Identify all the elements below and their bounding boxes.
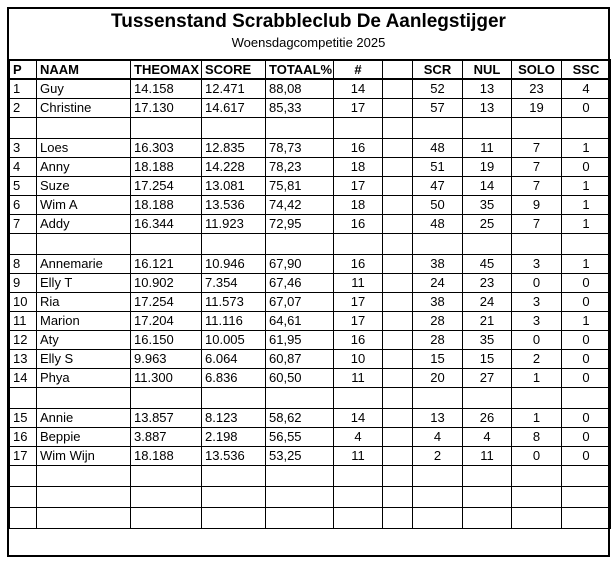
cell-theomax[interactable]: 16.121 xyxy=(131,254,202,273)
empty-cell[interactable] xyxy=(383,387,413,408)
empty-cell[interactable] xyxy=(463,486,512,507)
empty-cell[interactable] xyxy=(266,507,334,528)
header-count[interactable]: # xyxy=(334,60,383,79)
cell-naam[interactable]: Wim Wijn xyxy=(37,446,131,465)
cell-totaal[interactable]: 67,07 xyxy=(266,292,334,311)
cell-nul[interactable]: 26 xyxy=(463,408,512,427)
cell-nul[interactable]: 13 xyxy=(463,79,512,98)
empty-cell[interactable] xyxy=(131,117,202,138)
cell-ssc[interactable]: 1 xyxy=(562,195,611,214)
empty-cell[interactable] xyxy=(463,507,512,528)
table-row xyxy=(10,195,611,214)
table-spacer-row xyxy=(10,387,611,408)
cell-theomax[interactable]: 11.300 xyxy=(131,368,202,387)
empty-cell[interactable] xyxy=(383,157,413,176)
cell-naam[interactable]: Annie xyxy=(37,408,131,427)
cell-scr[interactable]: 13 xyxy=(413,408,463,427)
empty-cell[interactable] xyxy=(383,446,413,465)
cell-nul[interactable]: 35 xyxy=(463,330,512,349)
cell-p[interactable]: 4 xyxy=(10,157,37,176)
cell-p[interactable]: 6 xyxy=(10,195,37,214)
cell-theomax[interactable]: 9.963 xyxy=(131,349,202,368)
cell-totaal[interactable]: 78,23 xyxy=(266,157,334,176)
cell-totaal[interactable]: 72,95 xyxy=(266,214,334,233)
empty-cell[interactable] xyxy=(202,507,266,528)
cell-solo[interactable]: 0 xyxy=(512,446,562,465)
empty-cell[interactable] xyxy=(383,254,413,273)
table-row xyxy=(10,292,611,311)
header-theomax[interactable]: THEOMAX xyxy=(131,60,202,79)
empty-cell[interactable] xyxy=(334,117,383,138)
cell-p[interactable]: 3 xyxy=(10,138,37,157)
cell-solo[interactable]: 9 xyxy=(512,195,562,214)
empty-cell[interactable] xyxy=(37,387,131,408)
cell-scr[interactable]: 48 xyxy=(413,138,463,157)
cell-scr[interactable]: 24 xyxy=(413,273,463,292)
empty-cell[interactable] xyxy=(383,408,413,427)
cell-score[interactable]: 11.116 xyxy=(202,311,266,330)
cell-p[interactable]: 16 xyxy=(10,427,37,446)
cell-ssc[interactable]: 0 xyxy=(562,98,611,117)
empty-cell[interactable] xyxy=(10,233,37,254)
cell-p[interactable]: 9 xyxy=(10,273,37,292)
cell-totaal[interactable]: 58,62 xyxy=(266,408,334,427)
cell-totaal[interactable]: 75,81 xyxy=(266,176,334,195)
cell-ssc[interactable]: 0 xyxy=(562,446,611,465)
empty-cell[interactable] xyxy=(562,486,611,507)
table-row xyxy=(10,349,611,368)
empty-cell[interactable] xyxy=(266,387,334,408)
table-spacer-row xyxy=(10,486,611,507)
cell-solo[interactable]: 7 xyxy=(512,214,562,233)
cell-totaal[interactable]: 56,55 xyxy=(266,427,334,446)
empty-cell[interactable] xyxy=(383,292,413,311)
cell-scr[interactable]: 28 xyxy=(413,311,463,330)
table-row xyxy=(10,330,611,349)
cell-ssc[interactable]: 0 xyxy=(562,292,611,311)
empty-cell[interactable] xyxy=(383,330,413,349)
cell-scr[interactable]: 4 xyxy=(413,427,463,446)
cell-scr[interactable]: 57 xyxy=(413,98,463,117)
empty-cell[interactable] xyxy=(334,233,383,254)
cell-naam[interactable]: Addy xyxy=(37,214,131,233)
empty-cell[interactable] xyxy=(37,117,131,138)
cell-naam[interactable]: Anny xyxy=(37,157,131,176)
cell-solo[interactable]: 7 xyxy=(512,157,562,176)
empty-cell[interactable] xyxy=(383,79,413,98)
cell-p[interactable]: 13 xyxy=(10,349,37,368)
cell-score[interactable]: 14.617 xyxy=(202,98,266,117)
cell-theomax[interactable]: 18.188 xyxy=(131,195,202,214)
empty-cell[interactable] xyxy=(383,117,413,138)
cell-count[interactable]: 11 xyxy=(334,446,383,465)
empty-cell[interactable] xyxy=(383,311,413,330)
cell-score[interactable]: 13.536 xyxy=(202,446,266,465)
empty-cell[interactable] xyxy=(413,465,463,486)
empty-cell[interactable] xyxy=(383,349,413,368)
table-row xyxy=(10,79,611,98)
cell-totaal[interactable]: 64,61 xyxy=(266,311,334,330)
cell-ssc[interactable]: 4 xyxy=(562,79,611,98)
cell-solo[interactable]: 0 xyxy=(512,330,562,349)
cell-theomax[interactable]: 18.188 xyxy=(131,157,202,176)
cell-naam[interactable]: Christine xyxy=(37,98,131,117)
cell-score[interactable]: 8.123 xyxy=(202,408,266,427)
cell-solo[interactable]: 0 xyxy=(512,273,562,292)
cell-scr[interactable]: 47 xyxy=(413,176,463,195)
empty-cell[interactable] xyxy=(37,507,131,528)
cell-totaal[interactable]: 74,42 xyxy=(266,195,334,214)
cell-count[interactable]: 17 xyxy=(334,311,383,330)
cell-ssc[interactable]: 1 xyxy=(562,214,611,233)
empty-cell[interactable] xyxy=(131,465,202,486)
cell-score[interactable]: 11.573 xyxy=(202,292,266,311)
empty-cell[interactable] xyxy=(512,465,562,486)
cell-solo[interactable]: 7 xyxy=(512,176,562,195)
cell-naam[interactable]: Suze xyxy=(37,176,131,195)
empty-cell[interactable] xyxy=(334,507,383,528)
cell-ssc[interactable]: 0 xyxy=(562,273,611,292)
cell-ssc[interactable]: 1 xyxy=(562,311,611,330)
cell-theomax[interactable]: 17.254 xyxy=(131,292,202,311)
cell-theomax[interactable]: 3.887 xyxy=(131,427,202,446)
cell-naam[interactable]: Annemarie xyxy=(37,254,131,273)
cell-nul[interactable]: 24 xyxy=(463,292,512,311)
cell-score[interactable]: 10.005 xyxy=(202,330,266,349)
empty-cell[interactable] xyxy=(383,98,413,117)
cell-naam[interactable]: Marion xyxy=(37,311,131,330)
cell-score[interactable]: 14.228 xyxy=(202,157,266,176)
cell-score[interactable]: 2.198 xyxy=(202,427,266,446)
empty-cell[interactable] xyxy=(266,465,334,486)
empty-cell[interactable] xyxy=(413,233,463,254)
cell-nul[interactable]: 25 xyxy=(463,214,512,233)
table-row xyxy=(10,214,611,233)
empty-cell[interactable] xyxy=(383,195,413,214)
empty-cell[interactable] xyxy=(463,117,512,138)
empty-cell[interactable] xyxy=(383,368,413,387)
empty-cell[interactable] xyxy=(202,117,266,138)
cell-solo[interactable]: 1 xyxy=(512,408,562,427)
empty-cell[interactable] xyxy=(37,465,131,486)
empty-cell[interactable] xyxy=(202,486,266,507)
empty-cell[interactable] xyxy=(413,486,463,507)
empty-cell[interactable] xyxy=(383,273,413,292)
empty-cell[interactable] xyxy=(383,176,413,195)
cell-scr[interactable]: 51 xyxy=(413,157,463,176)
empty-cell[interactable] xyxy=(10,486,37,507)
empty-cell[interactable] xyxy=(512,507,562,528)
header-totaal[interactable]: TOTAAL% xyxy=(266,60,334,79)
cell-p[interactable]: 17 xyxy=(10,446,37,465)
cell-p[interactable]: 15 xyxy=(10,408,37,427)
empty-cell[interactable] xyxy=(266,233,334,254)
cell-nul[interactable]: 13 xyxy=(463,98,512,117)
cell-nul[interactable]: 19 xyxy=(463,157,512,176)
table-row xyxy=(10,138,611,157)
table-row xyxy=(10,157,611,176)
empty-cell[interactable] xyxy=(131,486,202,507)
empty-cell[interactable] xyxy=(334,387,383,408)
empty-cell[interactable] xyxy=(383,507,413,528)
cell-solo[interactable]: 2 xyxy=(512,349,562,368)
cell-score[interactable]: 11.923 xyxy=(202,214,266,233)
cell-scr[interactable]: 15 xyxy=(413,349,463,368)
empty-cell[interactable] xyxy=(512,117,562,138)
cell-theomax[interactable]: 16.303 xyxy=(131,138,202,157)
cell-solo[interactable]: 19 xyxy=(512,98,562,117)
cell-score[interactable]: 7.354 xyxy=(202,273,266,292)
cell-nul[interactable]: 23 xyxy=(463,273,512,292)
empty-cell[interactable] xyxy=(383,427,413,446)
empty-cell[interactable] xyxy=(131,233,202,254)
table-spacer-row xyxy=(10,117,611,138)
cell-p[interactable]: 8 xyxy=(10,254,37,273)
cell-nul[interactable]: 15 xyxy=(463,349,512,368)
cell-solo[interactable]: 3 xyxy=(512,292,562,311)
cell-totaal[interactable]: 85,33 xyxy=(266,98,334,117)
cell-scr[interactable]: 38 xyxy=(413,254,463,273)
cell-naam[interactable]: Elly T xyxy=(37,273,131,292)
empty-cell[interactable] xyxy=(131,507,202,528)
cell-ssc[interactable]: 1 xyxy=(562,254,611,273)
cell-count[interactable]: 18 xyxy=(334,195,383,214)
cell-count[interactable]: 18 xyxy=(334,157,383,176)
cell-scr[interactable]: 38 xyxy=(413,292,463,311)
header-blank[interactable] xyxy=(383,60,413,79)
table-row xyxy=(10,427,611,446)
cell-score[interactable]: 12.471 xyxy=(202,79,266,98)
cell-totaal[interactable]: 60,50 xyxy=(266,368,334,387)
empty-cell[interactable] xyxy=(383,138,413,157)
cell-p[interactable]: 11 xyxy=(10,311,37,330)
empty-cell[interactable] xyxy=(10,465,37,486)
empty-cell[interactable] xyxy=(202,387,266,408)
cell-naam[interactable]: Elly S xyxy=(37,349,131,368)
sheet-subtitle: Woensdagcompetitie 2025 xyxy=(231,35,386,50)
cell-p[interactable]: 12 xyxy=(10,330,37,349)
cell-count[interactable]: 17 xyxy=(334,176,383,195)
cell-nul[interactable]: 11 xyxy=(463,446,512,465)
cell-ssc[interactable]: 0 xyxy=(562,330,611,349)
empty-cell[interactable] xyxy=(562,117,611,138)
cell-ssc[interactable]: 1 xyxy=(562,138,611,157)
cell-totaal[interactable]: 60,87 xyxy=(266,349,334,368)
spreadsheet xyxy=(7,7,610,557)
cell-count[interactable]: 17 xyxy=(334,98,383,117)
empty-cell[interactable] xyxy=(413,387,463,408)
empty-cell[interactable] xyxy=(10,387,37,408)
cell-scr[interactable]: 48 xyxy=(413,214,463,233)
cell-ssc[interactable]: 1 xyxy=(562,176,611,195)
cell-count[interactable]: 16 xyxy=(334,138,383,157)
cell-theomax[interactable]: 17.254 xyxy=(131,176,202,195)
cell-solo[interactable]: 7 xyxy=(512,138,562,157)
cell-score[interactable]: 6.836 xyxy=(202,368,266,387)
cell-totaal[interactable]: 61,95 xyxy=(266,330,334,349)
cell-totaal[interactable]: 88,08 xyxy=(266,79,334,98)
cell-theomax[interactable]: 18.188 xyxy=(131,446,202,465)
cell-scr[interactable]: 2 xyxy=(413,446,463,465)
cell-score[interactable]: 6.064 xyxy=(202,349,266,368)
cell-naam[interactable]: Aty xyxy=(37,330,131,349)
cell-naam[interactable]: Beppie xyxy=(37,427,131,446)
cell-naam[interactable]: Loes xyxy=(37,138,131,157)
empty-cell[interactable] xyxy=(463,233,512,254)
empty-cell[interactable] xyxy=(463,387,512,408)
cell-theomax[interactable]: 14.158 xyxy=(131,79,202,98)
cell-theomax[interactable]: 17.130 xyxy=(131,98,202,117)
cell-score[interactable]: 13.081 xyxy=(202,176,266,195)
empty-cell[interactable] xyxy=(131,387,202,408)
cell-solo[interactable]: 8 xyxy=(512,427,562,446)
cell-score[interactable]: 12.835 xyxy=(202,138,266,157)
header-ssc[interactable]: SSC xyxy=(562,60,611,79)
cell-nul[interactable]: 27 xyxy=(463,368,512,387)
empty-cell[interactable] xyxy=(266,486,334,507)
cell-naam[interactable]: Wim A xyxy=(37,195,131,214)
cell-count[interactable]: 14 xyxy=(334,79,383,98)
cell-theomax[interactable]: 16.150 xyxy=(131,330,202,349)
empty-cell[interactable] xyxy=(512,233,562,254)
cell-ssc[interactable]: 0 xyxy=(562,157,611,176)
header-score[interactable]: SCORE xyxy=(202,60,266,79)
header-p[interactable]: P xyxy=(10,60,37,79)
cell-totaal[interactable]: 67,46 xyxy=(266,273,334,292)
empty-cell[interactable] xyxy=(562,465,611,486)
cell-count[interactable]: 16 xyxy=(334,214,383,233)
table-body xyxy=(10,79,611,528)
cell-count[interactable]: 4 xyxy=(334,427,383,446)
cell-scr[interactable]: 50 xyxy=(413,195,463,214)
cell-count[interactable]: 16 xyxy=(334,254,383,273)
header-row xyxy=(10,60,611,79)
empty-cell[interactable] xyxy=(512,486,562,507)
cell-p[interactable]: 14 xyxy=(10,368,37,387)
cell-totaal[interactable]: 53,25 xyxy=(266,446,334,465)
cell-theomax[interactable]: 17.204 xyxy=(131,311,202,330)
empty-cell[interactable] xyxy=(562,507,611,528)
table-row xyxy=(10,98,611,117)
empty-cell[interactable] xyxy=(334,486,383,507)
header-scr[interactable]: SCR xyxy=(413,60,463,79)
cell-solo[interactable]: 1 xyxy=(512,368,562,387)
empty-cell[interactable] xyxy=(10,117,37,138)
cell-nul[interactable]: 4 xyxy=(463,427,512,446)
cell-totaal[interactable]: 78,73 xyxy=(266,138,334,157)
cell-theomax[interactable]: 13.857 xyxy=(131,408,202,427)
table-row xyxy=(10,446,611,465)
cell-totaal[interactable]: 67,90 xyxy=(266,254,334,273)
header-solo[interactable]: SOLO xyxy=(512,60,562,79)
sheet-title: Tussenstand Scrabbleclub De Aanlegstijger xyxy=(111,11,506,32)
empty-cell[interactable] xyxy=(37,233,131,254)
empty-cell[interactable] xyxy=(10,507,37,528)
empty-cell[interactable] xyxy=(383,486,413,507)
cell-nul[interactable]: 45 xyxy=(463,254,512,273)
cell-scr[interactable]: 52 xyxy=(413,79,463,98)
cell-p[interactable]: 7 xyxy=(10,214,37,233)
cell-p[interactable]: 1 xyxy=(10,79,37,98)
empty-cell[interactable] xyxy=(562,387,611,408)
standings-table xyxy=(9,59,611,529)
cell-count[interactable]: 11 xyxy=(334,273,383,292)
table-row xyxy=(10,254,611,273)
empty-cell[interactable] xyxy=(266,117,334,138)
empty-cell[interactable] xyxy=(413,507,463,528)
empty-cell[interactable] xyxy=(413,117,463,138)
cell-count[interactable]: 16 xyxy=(334,330,383,349)
cell-ssc[interactable]: 0 xyxy=(562,427,611,446)
cell-nul[interactable]: 35 xyxy=(463,195,512,214)
cell-count[interactable]: 11 xyxy=(334,368,383,387)
cell-count[interactable]: 14 xyxy=(334,408,383,427)
table-row xyxy=(10,408,611,427)
table-spacer-row xyxy=(10,233,611,254)
cell-count[interactable]: 17 xyxy=(334,292,383,311)
cell-naam[interactable]: Guy xyxy=(37,79,131,98)
cell-ssc[interactable]: 0 xyxy=(562,349,611,368)
cell-theomax[interactable]: 16.344 xyxy=(131,214,202,233)
cell-score[interactable]: 10.946 xyxy=(202,254,266,273)
cell-ssc[interactable]: 0 xyxy=(562,408,611,427)
table-spacer-row xyxy=(10,465,611,486)
empty-cell[interactable] xyxy=(562,233,611,254)
table-row xyxy=(10,368,611,387)
cell-score[interactable]: 13.536 xyxy=(202,195,266,214)
cell-p[interactable]: 10 xyxy=(10,292,37,311)
cell-solo[interactable]: 23 xyxy=(512,79,562,98)
cell-naam[interactable]: Phya xyxy=(37,368,131,387)
cell-solo[interactable]: 3 xyxy=(512,311,562,330)
empty-cell[interactable] xyxy=(383,465,413,486)
empty-cell[interactable] xyxy=(383,233,413,254)
cell-p[interactable]: 2 xyxy=(10,98,37,117)
cell-nul[interactable]: 21 xyxy=(463,311,512,330)
table-spacer-row xyxy=(10,507,611,528)
empty-cell[interactable] xyxy=(202,465,266,486)
header-nul[interactable]: NUL xyxy=(463,60,512,79)
cell-ssc[interactable]: 0 xyxy=(562,368,611,387)
empty-cell[interactable] xyxy=(463,465,512,486)
cell-solo[interactable]: 3 xyxy=(512,254,562,273)
cell-scr[interactable]: 20 xyxy=(413,368,463,387)
cell-naam[interactable]: Ria xyxy=(37,292,131,311)
table-row xyxy=(10,273,611,292)
empty-cell[interactable] xyxy=(383,214,413,233)
cell-scr[interactable]: 28 xyxy=(413,330,463,349)
empty-cell[interactable] xyxy=(334,465,383,486)
empty-cell[interactable] xyxy=(202,233,266,254)
empty-cell[interactable] xyxy=(37,486,131,507)
cell-theomax[interactable]: 10.902 xyxy=(131,273,202,292)
cell-nul[interactable]: 14 xyxy=(463,176,512,195)
table-row xyxy=(10,176,611,195)
cell-p[interactable]: 5 xyxy=(10,176,37,195)
cell-nul[interactable]: 11 xyxy=(463,138,512,157)
empty-cell[interactable] xyxy=(512,387,562,408)
header-naam[interactable]: NAAM xyxy=(37,60,131,79)
table-row xyxy=(10,311,611,330)
cell-count[interactable]: 10 xyxy=(334,349,383,368)
